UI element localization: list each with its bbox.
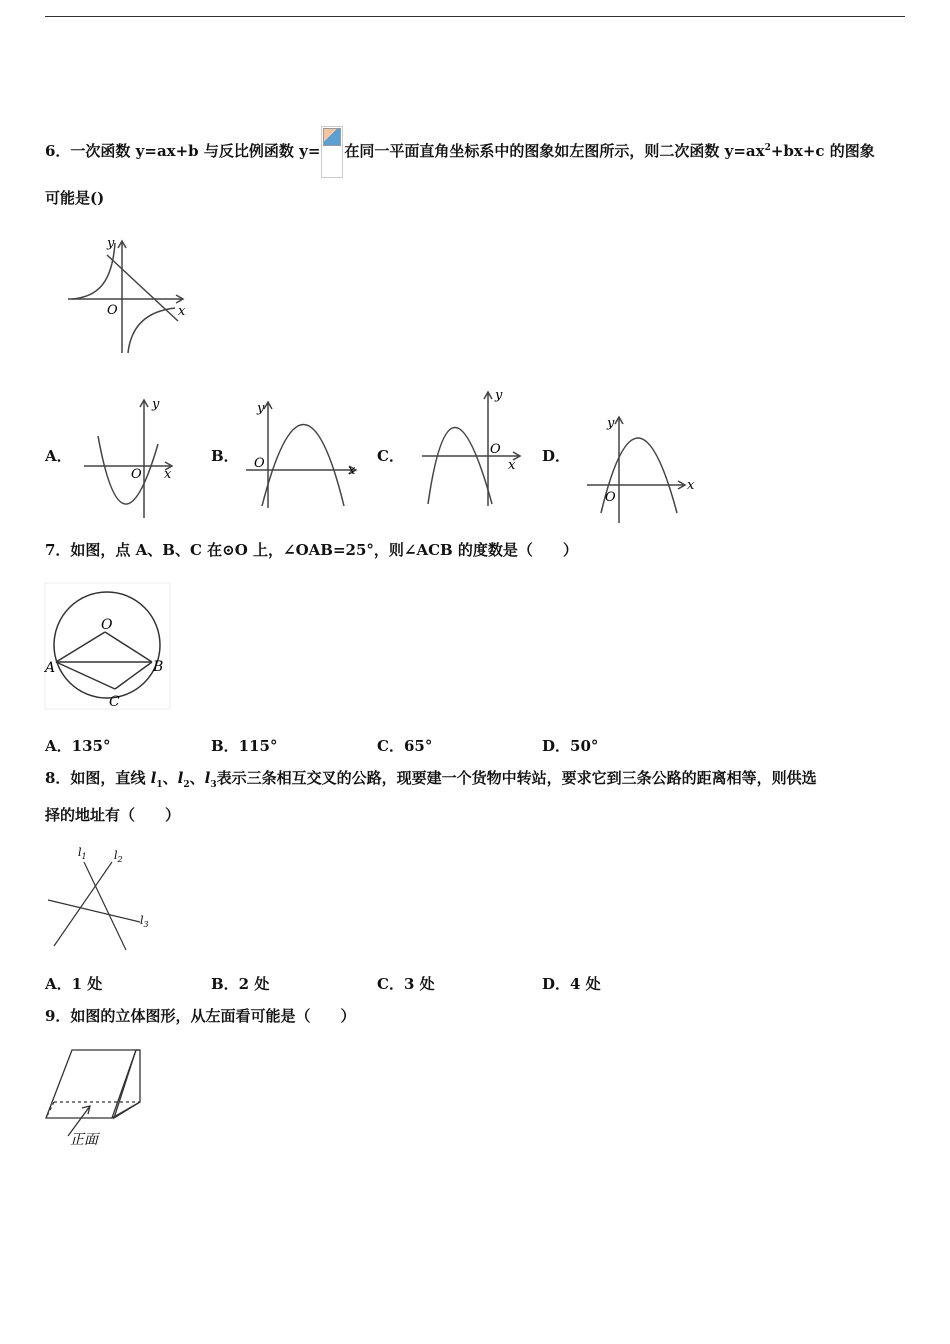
q9-front-label: 正面 — [70, 1132, 98, 1148]
q8-fig-l3-l: l — [140, 914, 144, 927]
q8-fig-l3 — [140, 914, 149, 929]
qa-y: y — [152, 397, 160, 412]
qa-o: O — [131, 467, 142, 482]
q8-stem-line2: 择的地址有（ ） — [45, 806, 181, 824]
qb-x: x — [348, 463, 356, 478]
qb-y: y — [257, 401, 265, 416]
qc-o: O — [490, 442, 501, 457]
q8-stem-line1 — [45, 768, 817, 795]
q6-option-c-graph — [420, 386, 525, 511]
q7-stem: 7．如图，点 A、B、C 在⊙O 上，∠OAB=25°，则∠ACB 的度数是（ ） — [45, 541, 578, 559]
q8-sep2: 、 — [189, 769, 205, 787]
q8-fig-l1 — [78, 846, 87, 861]
q6-superscript: 2 — [764, 143, 771, 153]
q6-stem-part-a: 6．一次函数 y=ax+b 与反比例函数 y= — [45, 142, 321, 160]
qa-x: x — [164, 467, 172, 482]
qc-y: y — [495, 388, 503, 403]
q6-option-a-graph — [82, 396, 177, 521]
q8-sep1: 、 — [162, 769, 178, 787]
q6-option-d-graph — [585, 413, 700, 525]
q8-l2: l — [177, 769, 184, 787]
q7-option-b[interactable]: B．115° — [211, 737, 278, 755]
q8-fig-l2-sub: 2 — [117, 855, 123, 864]
q6-option-a[interactable]: A． — [45, 447, 72, 465]
q9-stem: 9．如图的立体图形，从左面看可能是（ ） — [45, 1007, 356, 1025]
q9-solid-figure — [44, 1046, 154, 1156]
q7-label-a: A — [45, 660, 56, 676]
q8-stem-part-b: 表示三条相互交叉的公路，现要建一个货物中转站，要求它到三条公路的距离相等，则供选 — [216, 769, 817, 787]
q6-x-label: x — [178, 304, 186, 319]
qd-o: O — [605, 490, 616, 505]
qd-x: x — [687, 478, 695, 493]
q8-option-c[interactable]: C．3 处 — [377, 975, 435, 993]
q8-fig-l2-l: l — [114, 849, 118, 862]
q7-label-c: C — [109, 694, 120, 710]
q6-option-b[interactable]: B． — [211, 447, 239, 465]
q6-option-c[interactable]: C． — [377, 447, 404, 465]
q6-option-b-graph — [244, 398, 359, 513]
q6-stem-part-c: +bx+c 的图象 — [770, 142, 875, 160]
q8-sub3: 3 — [210, 780, 217, 790]
q7-option-a[interactable]: A．135° — [45, 737, 111, 755]
q8-fig-l3-sub: 3 — [143, 920, 149, 929]
broken-image-icon — [321, 126, 343, 178]
header-rule — [45, 16, 905, 17]
q7-option-c[interactable]: C．65° — [377, 737, 433, 755]
q8-sub1: 1 — [156, 780, 163, 790]
q7-label-b: B — [153, 659, 164, 675]
qd-y: y — [607, 416, 615, 431]
qc-x: x — [508, 458, 516, 473]
q8-l1: l — [150, 769, 157, 787]
q7-circle-figure — [44, 582, 172, 712]
q7-label-o: O — [101, 617, 113, 633]
q6-origin-label: O — [107, 303, 118, 318]
q6-stem-line2: 可能是() — [45, 189, 105, 207]
qb-o: O — [254, 456, 265, 471]
q8-fig-l1-l: l — [78, 846, 82, 859]
q6-stem-line1 — [45, 126, 875, 178]
q8-option-a[interactable]: A．1 处 — [45, 975, 103, 993]
q8-option-b[interactable]: B．2 处 — [211, 975, 270, 993]
q8-sub2: 2 — [183, 780, 190, 790]
q8-stem-part-a: 8．如图，直线 — [45, 769, 151, 787]
q8-fig-l1-sub: 1 — [81, 852, 87, 861]
q6-y-label: y — [107, 236, 115, 251]
q8-fig-l2 — [114, 849, 123, 864]
q7-option-d[interactable]: D．50° — [542, 737, 599, 755]
q6-reference-graph — [60, 235, 200, 360]
q8-lines-figure — [44, 842, 164, 954]
q8-l3: l — [204, 769, 211, 787]
q8-option-d[interactable]: D．4 处 — [542, 975, 601, 993]
q6-stem-part-b: 在同一平面直角坐标系中的图象如左图所示，则二次函数 y=ax — [344, 142, 765, 160]
q6-option-d[interactable]: D． — [542, 447, 571, 465]
